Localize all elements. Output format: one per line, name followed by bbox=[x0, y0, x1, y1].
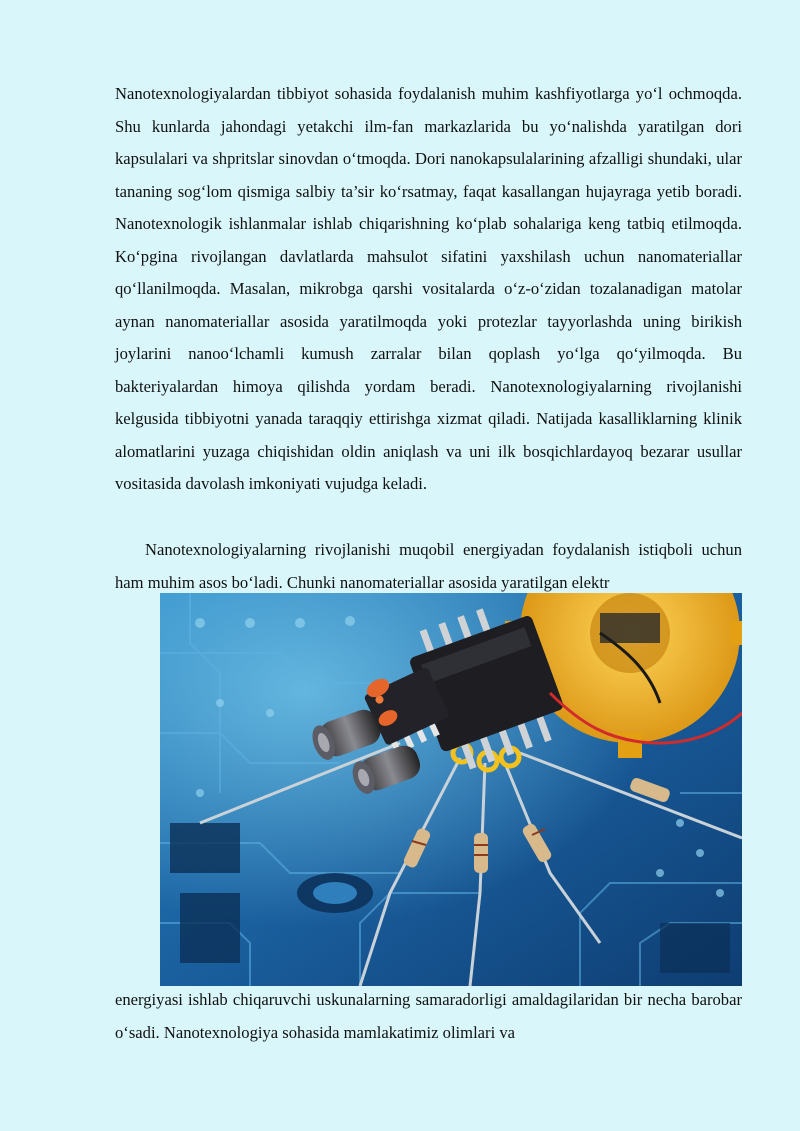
paragraph-energy-continued: energiyasi ishlab chiqaruvchi uskunalarning samaradorligi amaldagilaridan bir necha barobar o‘sadi. Nanotexnologiya sohasida mamlakatimiz olimlari va bbox=[115, 990, 742, 1042]
paragraph-medicine: Nanotexnologiyalardan tibbiyot sohasida foydalanish muhim kashfiyotlarga yo‘l ochmoqda. Shu kunlarda jahondagi yetakchi ilm-fan markazlarida bu yo‘nalishda yaratilgan dori kapsulalari va shpritslar sinovdan o‘tmoqda. Dori nanokapsulalarining afzalligi shundaki, ular tananing sog‘lom qismiga salbiy ta’sir ko‘rsatmay, faqat kasallangan hujayraga yetib boradi. Nanotexnologik ishlanmalar ishlab chiqarishning ko‘plab sohalariga keng tatbiq etilmoqda. Ko‘pgina rivojlangan davlatlarda mahsulot sifatini yaxshilash uchun nanomateriallar qo‘llanilmoqda. Masalan, mikrobga qarshi vositalarda o‘z-o‘zidan tozalanadigan matolar aynan nanomateriallar asosida yaratilmoqda yoki protezlar tayyorlashda uning birikish joylarini nanoo‘lchamli kumush zarralar bilan qoplash yo‘lga qo‘yilmoqda. Bu bakteriyalardan himoya qilishda yordam beradi. Nanotexnologiyalarning rivojlanishi kelgusida tibbiyotni yanada taraqqiy ettirishga xizmat qiladi. Natijada kasalliklarning klinik alomatlarini yuzaga chiqishidan oldin aniqlash va uni ilk bosqichlardayoq bezarar usullar vositasida davolash imkoniyati vujudga keladi. bbox=[115, 84, 742, 493]
microchip-robot-icon bbox=[160, 593, 742, 986]
microchip-illustration bbox=[160, 593, 742, 986]
paragraph-energy-start: Nanotexnologiyalarning rivojlanishi muqobil energiyadan foydalanish istiqboli uchun ham muhim asos bo‘ladi. Chunki nanomateriallar asosida yaratilgan elektr bbox=[115, 540, 742, 592]
